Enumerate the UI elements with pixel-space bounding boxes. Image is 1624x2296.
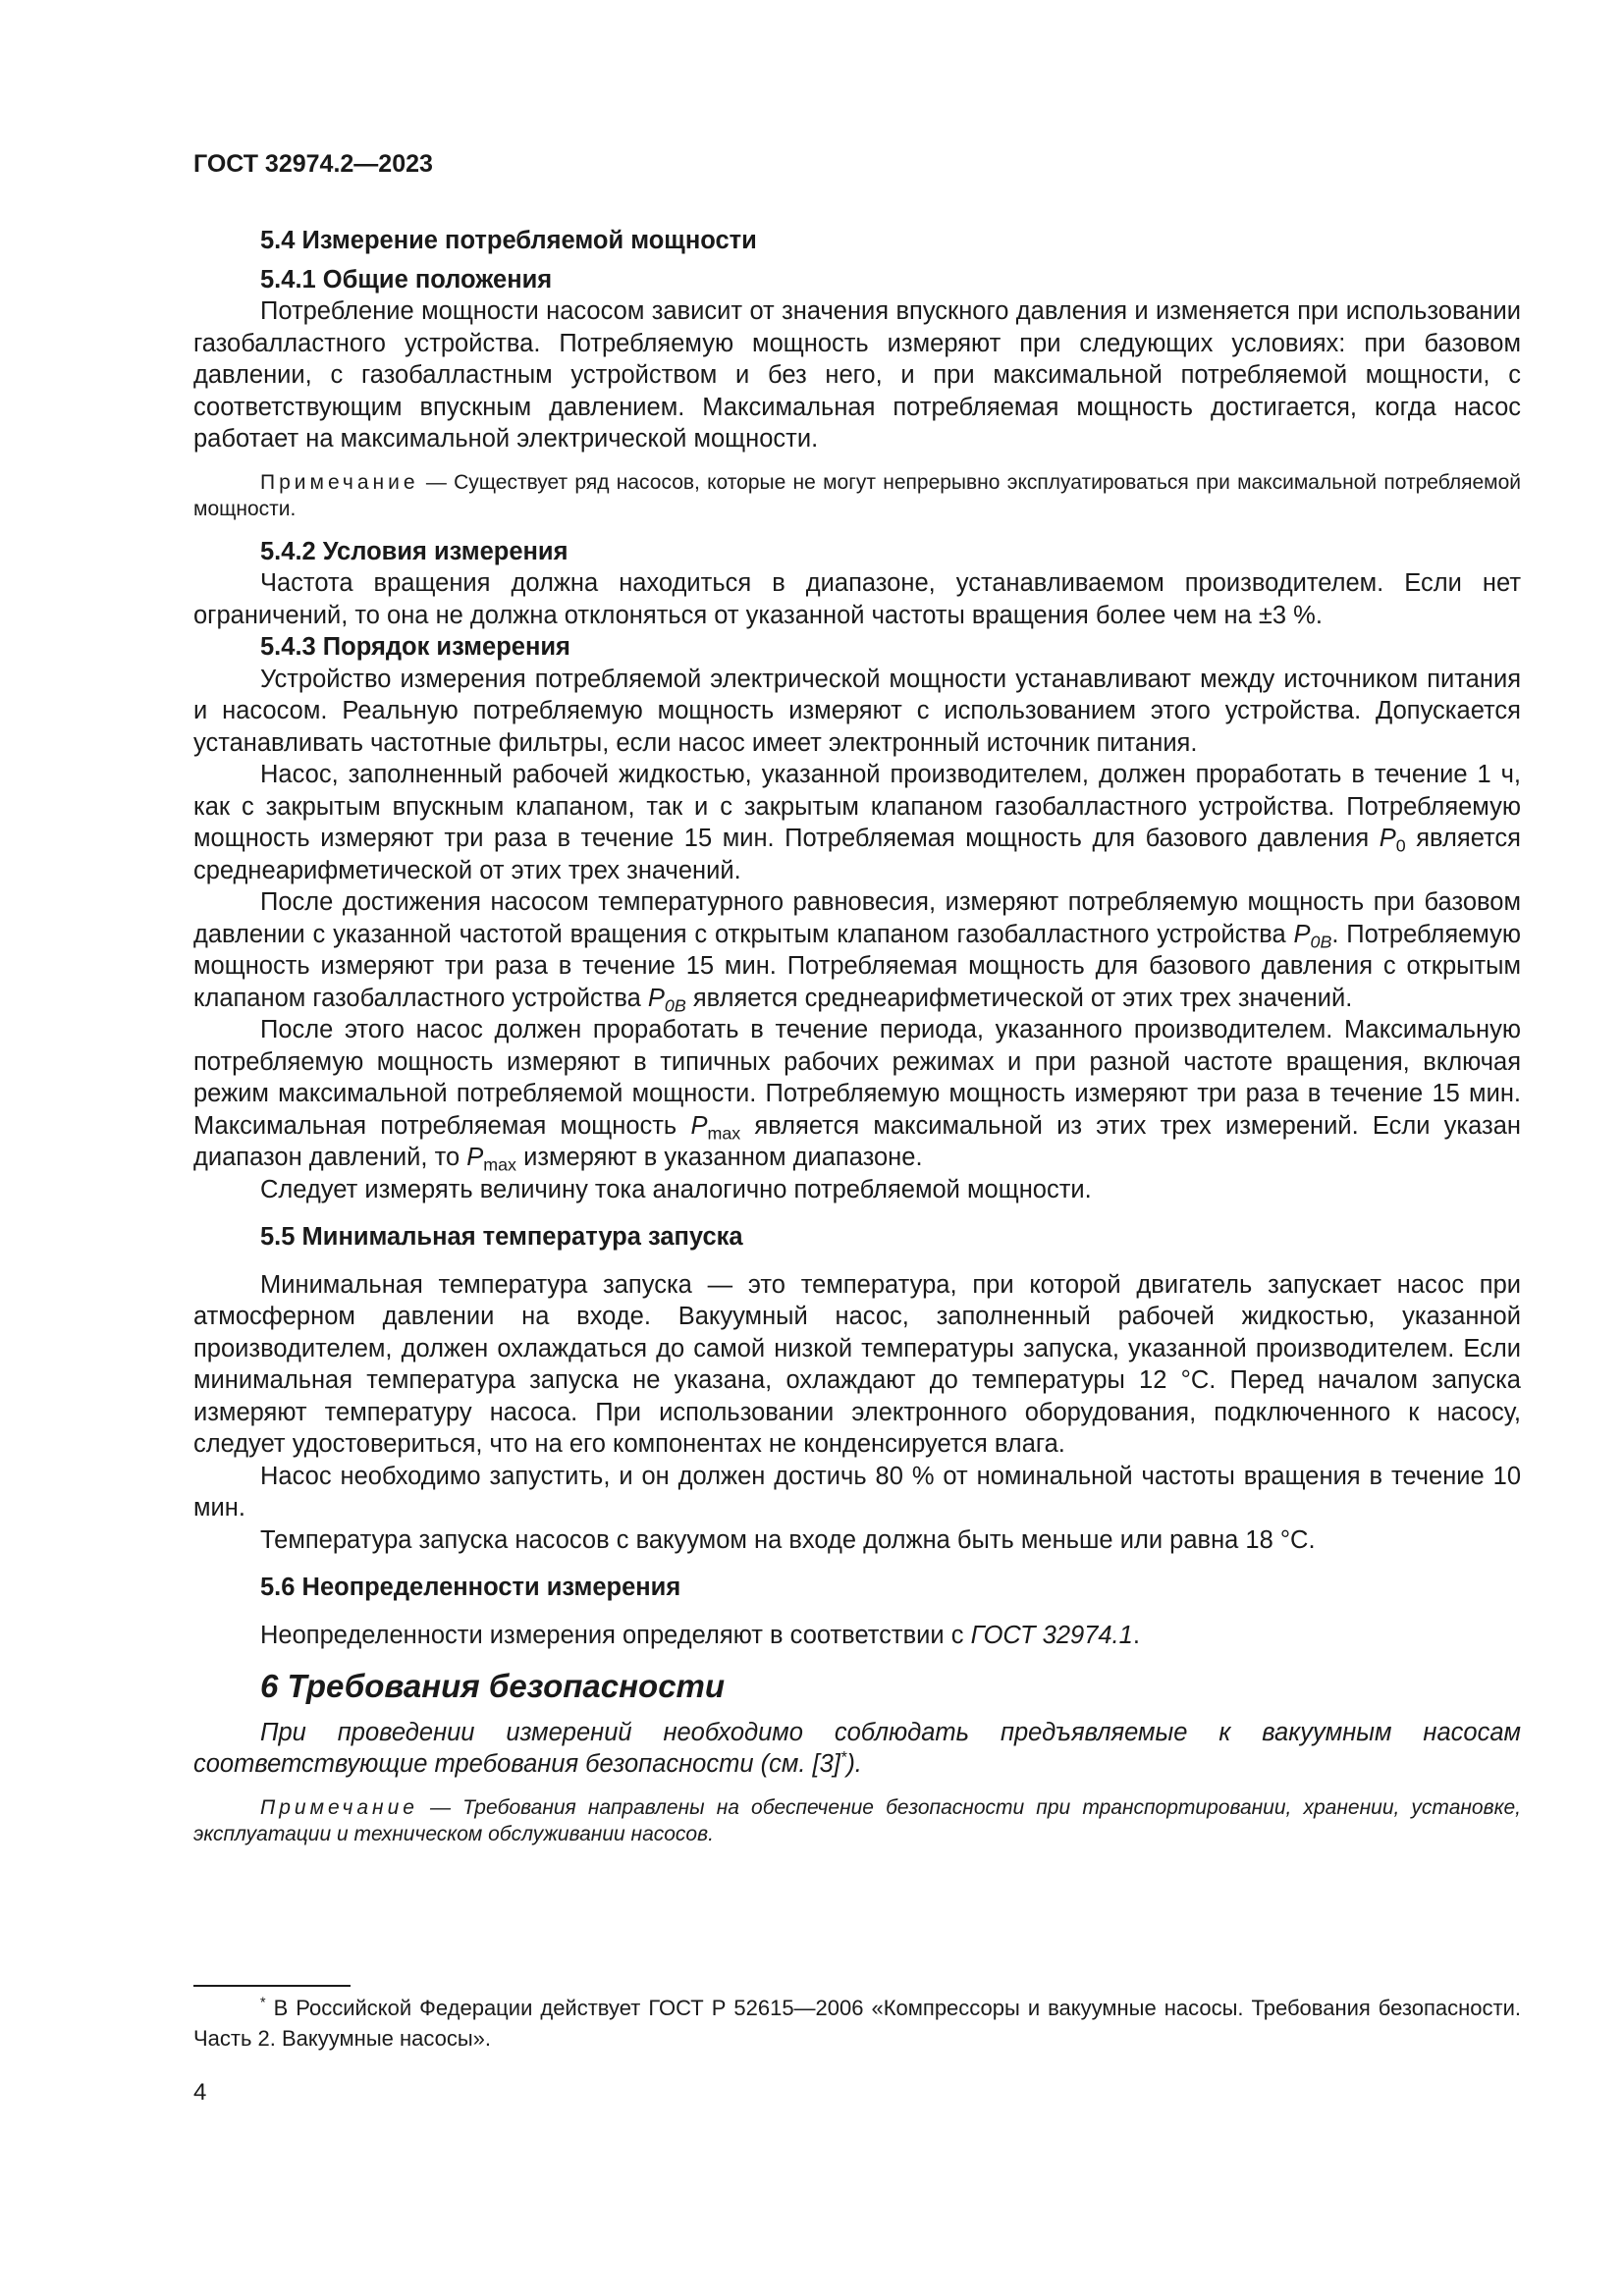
section-6-title: 6 Требования безопасности (260, 1668, 726, 1704)
note (193, 1794, 1521, 1847)
note-text: — Требования направлены на обеспечение безопасности при транспортировании, хранении, установке, эксплуатации и техническом обслуживании насосов. (193, 1795, 1521, 1845)
standard-reference: ГОСТ 32974.1 (970, 1621, 1133, 1649)
paragraph: Потребление мощности насосом зависит от значения впускного давления и изменяется при использовании газобалластного устройства. Потребляемую мощность измеряют при следующих условиях: при базовом давлении, с газобалластным устройством и без него, и при максимальной потребляемой мощности, с соответствующим впускным давлением. Максимальная потребляемая мощность достигается, когда насос работает на максимальной электрической мощности. (193, 297, 1521, 453)
section-5-5-title: 5.5 Минимальная температура запуска (260, 1223, 743, 1251)
symbol-p0b-subscript: 0B (664, 994, 686, 1015)
symbol-p0b-subscript: 0B (1310, 931, 1332, 951)
text-run: является среднеарифметической от этих трех значений. (685, 984, 1353, 1012)
note-label: Примечание (260, 470, 419, 494)
text-run: . Потребляемую мощность измеряют три раза в течение 15 мин. Потребляемая мощность для базового давления с открытым клапаном газобалластного устройства (193, 920, 1521, 1012)
paragraph: Частота вращения должна находиться в диапазоне, устанавливаемом производителем. Если нет ограничений, то она не должна отклоняться от указанной частоты вращения более чем на ±3 %. (193, 569, 1521, 629)
paragraph (193, 759, 1521, 886)
symbol-p0b: P (647, 984, 665, 1012)
text-run: является среднеарифметической от этих трех значений. (193, 825, 1521, 884)
footnote-marker: * (260, 1995, 266, 2011)
paragraph: Температура запуска насосов с вакуумом на входе должна быть меньше или равна 18 °С. (260, 1525, 1316, 1554)
text-run: После достижения насосом температурного равновесия, измеряют потребляемую мощность при базовом давлении с указанной частотой вращения с открытым клапаном газобалластного устройства (193, 888, 1521, 948)
paragraph (193, 1014, 1521, 1174)
symbol-pmax: P (690, 1111, 708, 1140)
text-run: Насос, заполненный рабочей жидкостью, указанной производителем, должен проработать в течение 1 ч, как с закрытым впускным клапаном, так и с закрытым клапаном газобалластного устройства. Потребляемую мощность измеряют три раза в течение 15 мин. Потребляемая мощность для базового давления (193, 761, 1521, 852)
footnote (193, 1993, 1521, 2054)
note-label: Примечание (260, 1795, 418, 1819)
section-5-4-2-title: 5.4.2 Условия измерения (260, 537, 568, 565)
text-run: измеряют в указанном диапазоне. (515, 1144, 923, 1171)
note (193, 469, 1521, 522)
footnote-text: В Российской Федерации действует ГОСТ Р 52615—2006 «Компрессоры и вакуумные насосы. Требования безопасности. Часть 2. Вакуумные насосы». (193, 1996, 1521, 2051)
text-run: ). (846, 1750, 862, 1778)
page-number: 4 (193, 2079, 207, 2106)
symbol-p0-subscript: 0 (1395, 835, 1406, 856)
note-text: — Существует ряд насосов, которые не могут непрерывно эксплуатироваться при максимальной потребляемой мощности. (193, 470, 1521, 520)
paragraph (193, 1620, 1521, 1652)
symbol-p0b: P (1293, 920, 1311, 948)
section-5-6-title: 5.6 Неопределенности измерения (260, 1574, 681, 1601)
document-body (193, 225, 1521, 1847)
footnote-marker: * (839, 1747, 847, 1767)
paragraph (193, 1717, 1521, 1781)
text-run: . (1132, 1621, 1140, 1649)
symbol-pmax-subscript: max (707, 1122, 741, 1143)
section-5-4-1-title: 5.4.1 Общие положения (260, 265, 553, 294)
text-run: После этого насос должен проработать в течение периода, указанного производителем. Максимальную потребляемую мощность измеряют в типичных рабочих режимах и при разной частоте вращения, включая режим максимальной потребляемой мощности. Потребляемую мощность измеряют три раза в течение 15 мин. Максимальная потребляемая мощность (193, 1016, 1521, 1140)
symbol-pmax: P (466, 1144, 484, 1171)
text-run: Неопределенности измерения определяют в соответствии с (260, 1621, 971, 1649)
symbol-pmax-subscript: max (483, 1154, 516, 1175)
paragraph: Следует измерять величину тока аналогично потребляемой мощности. (260, 1175, 1092, 1203)
paragraph: Минимальная температура запуска — это температура, при которой двигатель запускает насос при атмосферном давлении на входе. Вакуумный насос, заполненный рабочей жидкостью, указанной производителем, должен охлаждаться до самой низкой температуры запуска, указанной производителем. Если минимальная температура запуска не указана, охлаждают до температуры 12 °С. Перед началом запуска измеряют температуру насоса. При использовании электронного оборудования, подключенного к насосу, следует удостовериться, что на его компонентах не конденсируется влага. (193, 1270, 1521, 1458)
paragraph (193, 886, 1521, 1014)
text-run: При проведении измерений необходимо соблюдать предъявляемые к вакуумным насосам соответствующие требования безопасности (см. [3] (193, 1718, 1521, 1778)
section-5-4-3-title: 5.4.3 Порядок измерения (260, 633, 570, 661)
text-run: является максимальной из этих трех измерений. Если указан диапазон давлений, то (193, 1111, 1521, 1171)
document-header: ГОСТ 32974.2—2023 (193, 150, 433, 178)
symbol-p0: P (1379, 825, 1396, 852)
paragraph: Устройство измерения потребляемой электрической мощности устанавливают между источником питания и насосом. Реальную потребляемую мощность измеряют с использованием этого устройства. Допускается устанавливать частотные фильтры, если насос имеет электронный источник питания. (193, 665, 1521, 757)
footnote-separator (193, 1985, 351, 1987)
paragraph: Насос необходимо запустить, и он должен достичь 80 % от номинальной частоты вращения в течение 10 мин. (193, 1462, 1521, 1522)
section-5-4-title: 5.4 Измерение потребляемой мощности (260, 227, 757, 254)
